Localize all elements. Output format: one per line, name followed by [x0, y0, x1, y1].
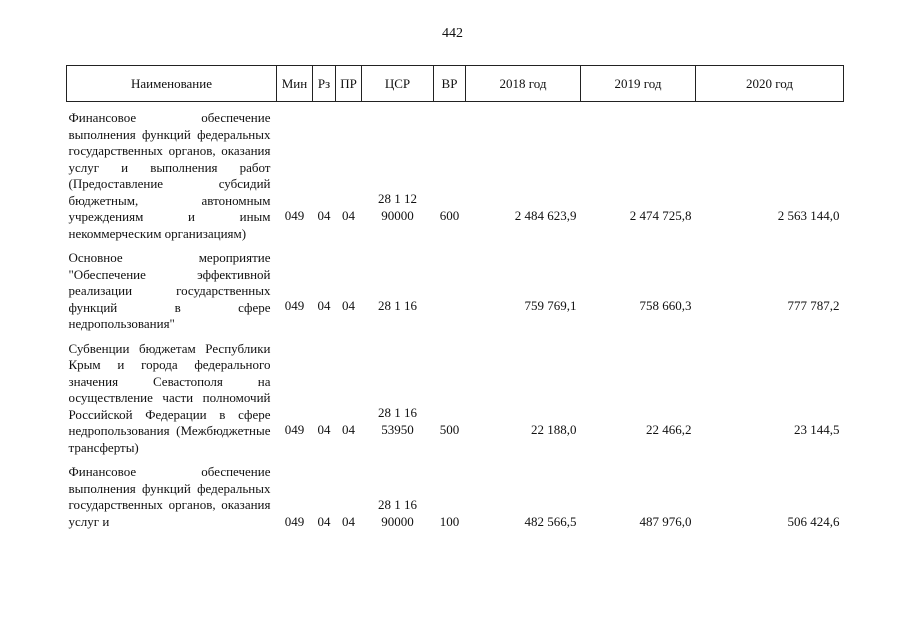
- row-min: 049: [284, 421, 305, 437]
- table-row: [67, 456, 844, 530]
- table-row: [67, 242, 844, 333]
- row-csr: 28 1 16 90000: [378, 497, 417, 529]
- row-vr: 600: [439, 207, 460, 223]
- header-min: Мин: [277, 66, 313, 102]
- row-min: 049: [284, 298, 305, 313]
- row-pr: 04: [342, 207, 355, 223]
- row-2018: 482 566,5: [524, 513, 577, 529]
- header-2019: 2019 год: [581, 66, 696, 102]
- header-csr: ЦСР: [362, 66, 434, 102]
- row-rz: 04: [317, 513, 331, 529]
- row-pr: 04: [342, 421, 355, 437]
- row-2020: 23 144,5: [794, 421, 840, 437]
- row-2020: 777 787,2: [787, 298, 840, 313]
- table-row: [67, 102, 844, 243]
- row-csr: 28 1 16 53950: [378, 405, 417, 437]
- header-2020: 2020 год: [696, 66, 844, 102]
- row-name: Основное мероприятие "Обеспечение эффективной реализации государственных функций в сфере недропользования": [68, 250, 271, 331]
- row-pr: 04: [342, 298, 355, 313]
- row-name: Субвенции бюджетам Республики Крым и города федерального значения Севастополя на осуществление части полномочий Российской Федерации в сфере недропользования (Межбюджетные трансферты): [68, 340, 271, 455]
- row-name: Финансовое обеспечение выполнения функций федеральных государственных органов, оказания услуг и выполнения работ (Предоставление субсидий бюджетным, автономным учреждениям и иным некоммерческим организациям): [68, 110, 271, 241]
- row-vr: 100: [439, 513, 460, 529]
- row-vr: 500: [439, 421, 460, 437]
- row-2019: 22 466,2: [646, 421, 692, 437]
- header-pr: ПР: [336, 66, 362, 102]
- row-2019: 2 474 725,8: [629, 207, 692, 223]
- page-number: 442: [442, 26, 463, 41]
- row-vr: [434, 242, 466, 333]
- row-min: 049: [284, 207, 305, 223]
- row-csr: 28 1 12 90000: [378, 191, 417, 223]
- row-2018: 22 188,0: [531, 421, 577, 437]
- row-rz: 04: [317, 298, 331, 313]
- row-pr: 04: [342, 513, 355, 529]
- row-name: Финансовое обеспечение выполнения функций федеральных государственных органов, оказания услуг и: [68, 464, 271, 529]
- header-vr: ВР: [434, 66, 466, 102]
- table-header: [67, 66, 844, 102]
- row-2019: 758 660,3: [639, 298, 692, 313]
- row-min: 049: [284, 513, 305, 529]
- table-row: [67, 333, 844, 457]
- row-rz: 04: [317, 207, 331, 223]
- header-2018: 2018 год: [466, 66, 581, 102]
- row-2019: 487 976,0: [639, 513, 692, 529]
- row-2020: 506 424,6: [787, 513, 840, 529]
- budget-table: [66, 65, 844, 530]
- row-2018: 2 484 623,9: [514, 207, 577, 223]
- row-rz: 04: [317, 421, 331, 437]
- header-rz: Рз: [313, 66, 336, 102]
- header-name: Наименование: [67, 66, 277, 102]
- row-csr: 28 1 16: [378, 298, 417, 313]
- row-2018: 759 769,1: [524, 298, 577, 313]
- row-2020: 2 563 144,0: [777, 207, 840, 223]
